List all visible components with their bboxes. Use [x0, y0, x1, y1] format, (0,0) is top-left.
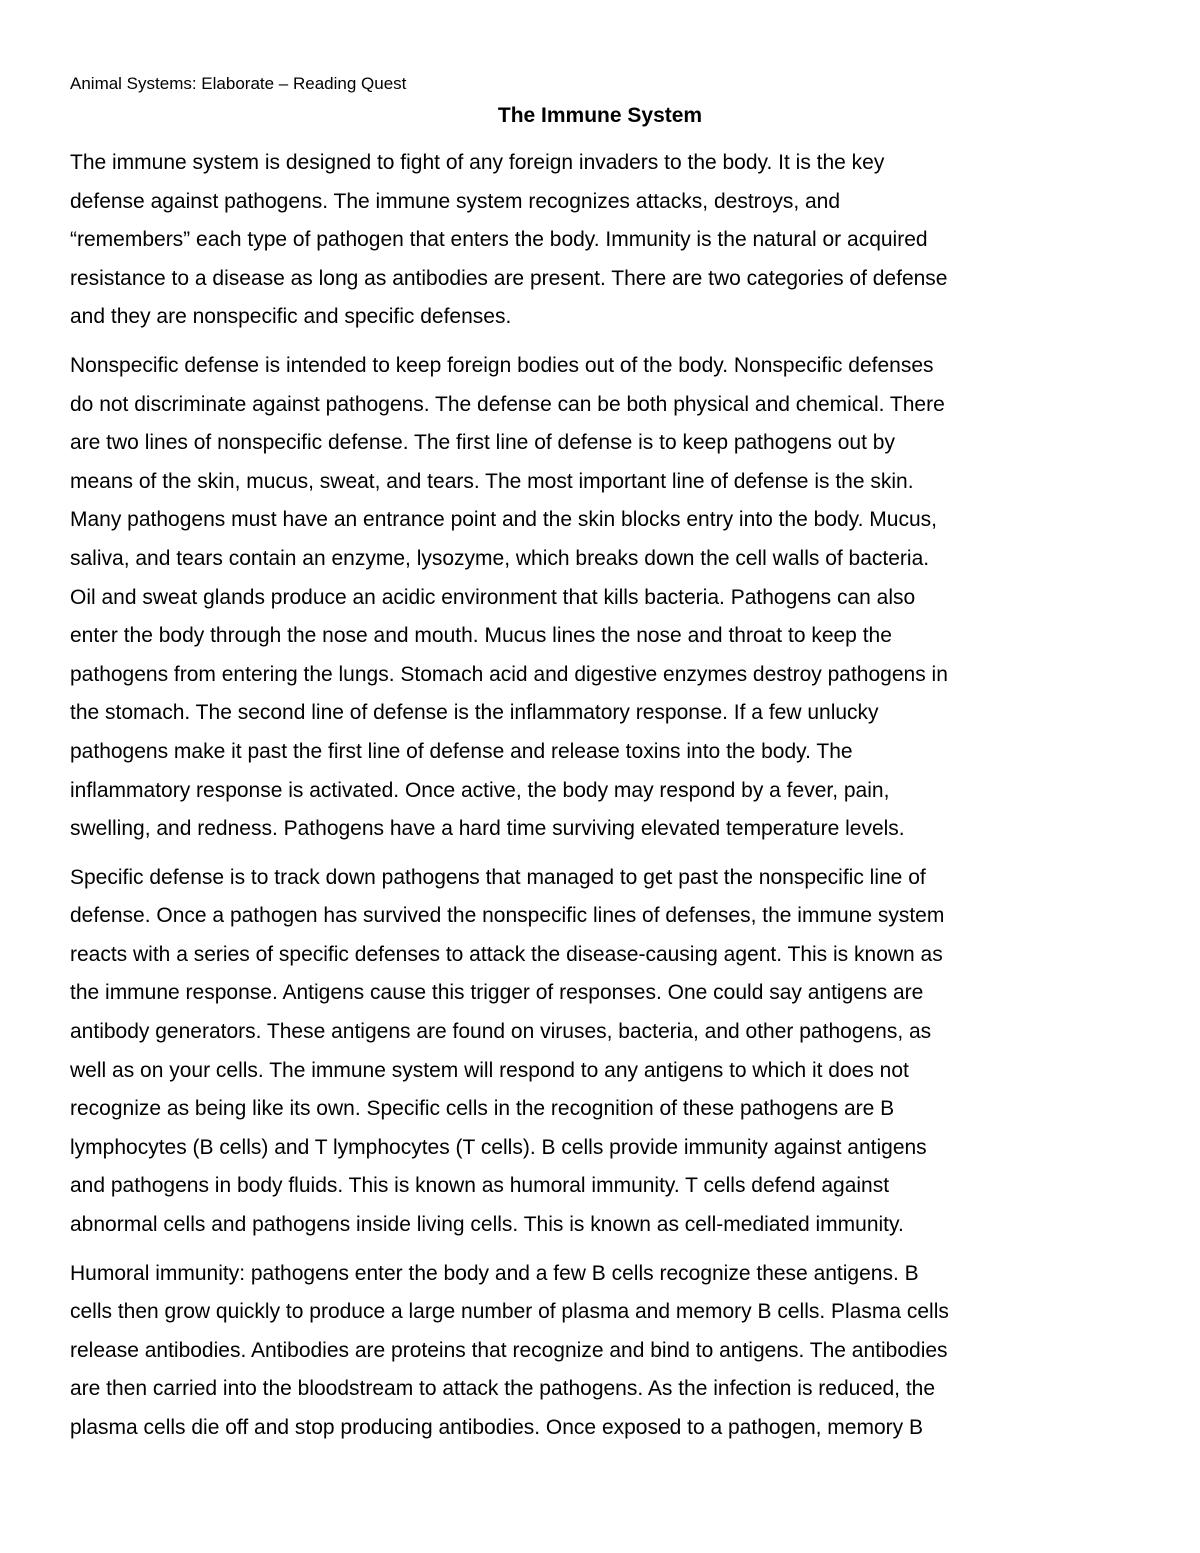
text-line: release antibodies. Antibodies are proteins that recognize and bind to antigens. The antibodies — [70, 1338, 948, 1362]
paragraph-intro — [70, 144, 1132, 337]
text-line: Nonspecific defense is intended to keep foreign bodies out of the body. Nonspecific defenses — [70, 353, 934, 377]
text-line: pathogens from entering the lungs. Stomach acid and digestive enzymes destroy pathogens in — [70, 662, 948, 686]
text-line: defense against pathogens. The immune system recognizes attacks, destroys, and — [70, 189, 841, 213]
text-line: lymphocytes (B cells) and T lymphocytes (T cells). B cells provide immunity against antigens — [70, 1135, 927, 1159]
text-line: enter the body through the nose and mouth. Mucus lines the nose and throat to keep the — [70, 624, 892, 648]
text-line: Oil and sweat glands produce an acidic environment that kills bacteria. Pathogens can also — [70, 585, 916, 609]
text-line: and they are nonspecific and specific defenses. — [70, 305, 512, 329]
paragraph-humoral-immunity — [70, 1255, 1132, 1448]
text-line: swelling, and redness. Pathogens have a hard time surviving elevated temperature levels. — [70, 817, 905, 841]
paragraph-specific-defense — [70, 859, 1132, 1245]
text-line: plasma cells die off and stop producing antibodies. Once exposed to a pathogen, memory B — [70, 1416, 923, 1439]
text-line: the immune response. Antigens cause this trigger of responses. One could say antigens are — [70, 981, 924, 1005]
text-line: inflammatory response is activated. Once active, the body may respond by a fever, pain, — [70, 778, 890, 802]
paragraph-nonspecific-defense — [70, 347, 1132, 849]
text-line: recognize as being like its own. Specific cells in the recognition of these pathogens are B — [70, 1097, 895, 1121]
text-line: Humoral immunity: pathogens enter the body and a few B cells recognize these antigens. B — [70, 1261, 919, 1285]
text-line: defense. Once a pathogen has survived the nonspecific lines of defenses, the immune system — [70, 904, 945, 928]
text-line: pathogens make it past the first line of defense and release toxins into the body. The — [70, 739, 853, 763]
document-title: The Immune System — [497, 104, 703, 127]
text-line: “remembers” each type of pathogen that enters the body. Immunity is the natural or acquired — [70, 228, 928, 252]
text-line: The immune system is designed to fight of any foreign invaders to the body. It is the key — [70, 151, 885, 174]
text-line: abnormal cells and pathogens inside living cells. This is known as cell-mediated immunity. — [70, 1213, 904, 1237]
text-line: means of the skin, mucus, sweat, and tears. The most important line of defense is the skin. — [70, 469, 914, 493]
text-line: and pathogens in body fluids. This is known as humoral immunity. T cells defend against — [70, 1174, 890, 1198]
text-line: are two lines of nonspecific defense. The first line of defense is to keep pathogens out by — [70, 431, 895, 455]
text-line: Many pathogens must have an entrance point and the skin blocks entry into the body. Mucus, — [70, 508, 937, 532]
text-line: are then carried into the bloodstream to attack the pathogens. As the infection is reduced, the — [70, 1377, 936, 1401]
text-line: reacts with a series of specific defenses to attack the disease-causing agent. This is known as — [70, 942, 943, 966]
text-line: well as on your cells. The immune system will respond to any antigens to which it does not — [70, 1058, 909, 1082]
text-line: resistance to a disease as long as antibodies are present. There are two categories of defense — [70, 266, 948, 290]
text-line: the stomach. The second line of defense is the inflammatory response. If a few unlucky — [70, 701, 879, 725]
text-line: antibody generators. These antigens are found on viruses, bacteria, and other pathogens, as — [70, 1020, 932, 1044]
text-line: Specific defense is to track down pathogens that managed to get past the nonspecific line of — [70, 865, 926, 889]
text-line: saliva, and tears contain an enzyme, lysozyme, which breaks down the cell walls of bacteria. — [70, 546, 930, 570]
text-line: cells then grow quickly to produce a large number of plasma and memory B cells. Plasma cells — [70, 1300, 949, 1324]
text-line: do not discriminate against pathogens. The defense can be both physical and chemical. There — [70, 392, 945, 416]
document-header: Animal Systems: Elaborate – Reading Quest — [70, 74, 407, 93]
document-body — [70, 144, 1132, 1458]
